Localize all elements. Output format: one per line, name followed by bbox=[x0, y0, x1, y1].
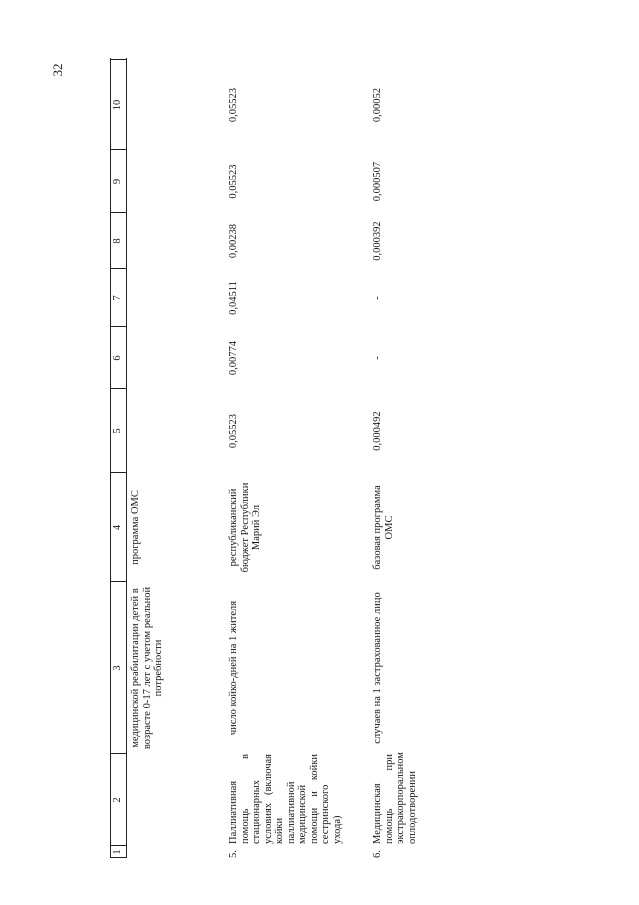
row-value-5: 0,000492 bbox=[372, 411, 383, 451]
column-number-10: 10 bbox=[112, 99, 123, 111]
row-number: 6. bbox=[372, 850, 383, 858]
page-number: 32 bbox=[50, 63, 65, 77]
column-number-8: 8 bbox=[112, 238, 123, 244]
table-row bbox=[228, 58, 343, 858]
row-name: Медицинская помощь при экстракорпоральном оплодотворении bbox=[372, 752, 418, 844]
row-value-5: 0,05523 bbox=[228, 413, 239, 449]
column-number-6: 6 bbox=[112, 355, 123, 361]
row-value-7: 0,04511 bbox=[228, 281, 239, 315]
row-value-6: 0,00774 bbox=[228, 340, 239, 376]
column-number-4: 4 bbox=[112, 524, 123, 531]
table-row bbox=[372, 58, 418, 858]
row-value-6: - bbox=[372, 356, 383, 360]
row-name: Паллиативная помощь в стационарных условиях (включая койки паллиативной медицинской помощи и койки сестринского ухода) bbox=[228, 754, 343, 844]
row-value-10: 0,00052 bbox=[372, 87, 383, 123]
row-value-7: - bbox=[372, 296, 383, 300]
row-unit: случаев на 1 застрахованное лицо bbox=[372, 592, 383, 744]
column-number-7: 7 bbox=[112, 295, 123, 301]
column-number-2: 2 bbox=[112, 797, 123, 803]
row-unit: число койко-дней на 1 жителя bbox=[228, 600, 239, 736]
table-header-row bbox=[110, 58, 126, 858]
row-value-8: 0,000392 bbox=[372, 221, 383, 261]
row-source: республиканский бюджет Республики Марий Эл bbox=[228, 482, 262, 573]
row-source: базовая программа ОМС bbox=[372, 485, 395, 570]
row-number: 5. bbox=[228, 850, 239, 858]
row-value-9: 0,05523 bbox=[228, 164, 239, 199]
indicator-table bbox=[110, 58, 418, 858]
continued-unit: медицинской реабилитации детей в возрасте 0-17 лет с учетом реальной потребности bbox=[130, 586, 164, 750]
row-value-8: 0,00238 bbox=[228, 223, 239, 259]
column-number-9: 9 bbox=[112, 178, 123, 185]
column-number-5: 5 bbox=[112, 428, 123, 434]
row-value-10: 0,05523 bbox=[228, 87, 239, 123]
column-number-1: 1 bbox=[112, 849, 123, 855]
continued-source: программа ОМС bbox=[130, 490, 141, 565]
column-number-3: 3 bbox=[112, 665, 123, 671]
row-value-9: 0,000507 bbox=[372, 161, 383, 202]
table-row-continued bbox=[130, 58, 222, 858]
